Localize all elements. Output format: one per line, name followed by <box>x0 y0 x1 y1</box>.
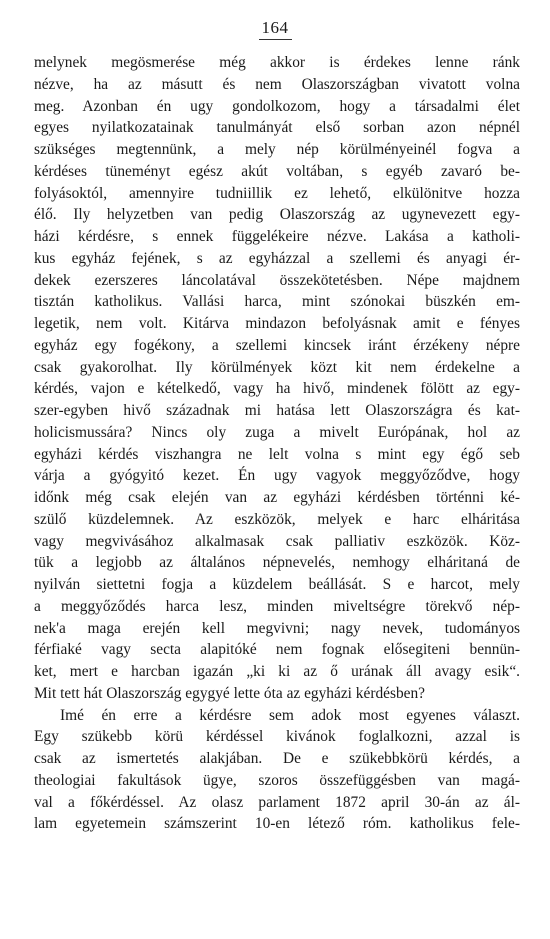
text-line: meg. Azonban én ugy gondolkozom, hogy a társadalmi élet <box>34 97 520 115</box>
text-line: ket, mert e harcban igazán „ki ki az ő urának áll avagy esik“. <box>34 663 520 680</box>
text-line: szükséges megtennünk, a mely nép körülményeinél fogva a <box>34 141 520 158</box>
text-line: Imé én erre a kérdésre sem adok most egyenes választ. <box>60 706 520 724</box>
text-line: theologiai fakultások ügye, szoros összefüggésben van magá- <box>34 771 520 789</box>
text-line: folyásoktól, amennyire tudniillik ez lehető, elkülönitve hozza <box>34 184 520 202</box>
text-line: a meggyőződés harca lesz, minden miveltségre törekvő nép- <box>34 597 520 615</box>
text-line: szer-egyben hivő századnak mi hatása lett Olaszországra és kat- <box>34 402 520 419</box>
text-line: időnk még csak elején van az egyházi kérdésben történni ké- <box>34 489 520 506</box>
text-line: tük a legjobb az általános népnevelés, nemhogy elháritaná de <box>34 554 520 572</box>
text-line: dekek ezerszeres láncolatával összekötetésben. Népe majdnem <box>34 271 520 289</box>
text-line: kérdés, vajon e kételkedő, vagy ha hivő, mindenek fölött az egy- <box>34 380 520 398</box>
text-line: vagy megvivásához alkalmasak csak palliativ eszközök. Köz- <box>34 532 520 550</box>
text-line: val a főkérdéssel. Az olasz parlament 1872 april 30-án az ál- <box>34 793 520 811</box>
text-line: legetik, nem volt. Kitárva mindazon befolyásnak amit e fényes <box>34 315 520 332</box>
text-line: egyház egy fogékony, a szellemi kincsek iránt érzékeny népre <box>34 336 520 354</box>
text-line: egyes nyilatkozatainak tanulmányát első sorban azon népnél <box>34 119 520 137</box>
text-line: melynek megösmerése még akkor is érdekes lenne ránk <box>34 54 520 71</box>
text-line: Mit tett hát Olaszország egygyé lette óta az egyházi kérdésben? <box>34 684 426 702</box>
text-line: kus egyház fejének, s az egyházzal a szellemi és anyagi ér- <box>34 249 520 267</box>
text-line: holicismussára? Nincs oly zuga a mivelt Európának, hol az <box>34 423 520 441</box>
text-line: kérdéses tüneményt egész akút voltában, s egyéb zavaró be- <box>34 162 520 180</box>
text-line: szülő küzdelemnek. Az eszközök, melyek e harc elháritása <box>34 510 520 528</box>
page-header <box>0 18 550 40</box>
text-line: várja a gyógyitó kezet. Én ugy vagyok meggyőződve, hogy <box>34 467 520 485</box>
text-line: nek'a maga erején kell megvivni; nagy nevek, tudományos <box>34 619 520 637</box>
text-line: lam egyetemein számszerint 10-en létező róm. katholikus fele- <box>34 815 520 833</box>
text-line: férfiaké vagy secta alapitóké nem fognak elősegiteni bennün- <box>34 641 520 659</box>
text-line: nézve, ha az másutt és nem Olaszországban vivatott volna <box>34 75 520 93</box>
body-text <box>34 52 520 835</box>
text-line: élő. Ily helyzetben van pedig Olaszország az ugynevezett egy- <box>34 206 520 224</box>
text-line: tisztán katholikus. Vallási harca, mint szónokai büszkén em- <box>34 293 520 311</box>
text-line: házi kérdésre, s ennek függelékeire nézve. Lakása a katholi- <box>34 228 520 245</box>
text-line: csak az ismertetés alakjában. De e szükebbkörü kérdés, a <box>34 750 520 767</box>
text-line: nyilván siettetni fogja a küzdelem beállását. S e harcot, mely <box>34 576 520 593</box>
text-line: csak gyakorolhat. Ily körülmények közt kit nem érdekelne a <box>34 358 520 376</box>
text-line: egyházi kérdés viszhangra ne lelt volna s mint egy égő seb <box>34 445 520 463</box>
page-number: 164 <box>259 18 292 40</box>
text-line: Egy szükebb körü kérdéssel kivánok foglalkozni, azzal is <box>34 728 520 746</box>
